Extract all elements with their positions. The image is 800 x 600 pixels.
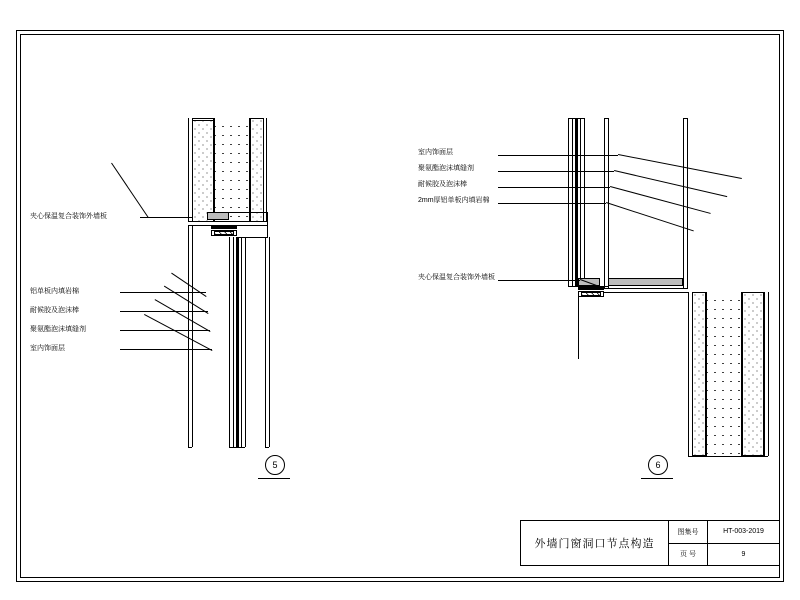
d6-head-line-2 <box>604 292 688 293</box>
interior-finish-lower-line <box>265 237 266 447</box>
interior-finish-lower-line-2 <box>269 237 270 447</box>
d6-right-edge-line <box>683 118 684 288</box>
sandwich-panel-rockwool-core <box>192 118 214 222</box>
wall-outer-face-line <box>188 118 189 222</box>
cut-line-bottom-left <box>188 447 192 448</box>
detail-6-label-5: 夹心保温复合装饰外墙板 <box>418 274 495 281</box>
inner-rockwool-strip <box>250 118 264 222</box>
cut-line-bottom-right <box>265 447 269 448</box>
mullion-left-line <box>229 237 230 447</box>
leader-5-horizontal <box>120 349 212 350</box>
detail-6-label-4: 2mm厚铝单板内填岩棉 <box>418 197 490 204</box>
sealant-backer-rod-block <box>207 212 229 220</box>
frame-top-line <box>229 212 267 213</box>
insulation-zigzag-band <box>214 118 250 222</box>
d6-leader-3-horizontal <box>498 187 610 188</box>
d6-inner-rockwool-strip <box>692 292 706 456</box>
d6-leader-5-horizontal <box>498 280 580 281</box>
d6-right-edge-line-2 <box>687 118 688 288</box>
d6-sandwich-rockwool-core <box>742 292 764 456</box>
d6-cut-line-top-2 <box>604 118 608 119</box>
d6-wall-outer-line-2 <box>768 292 769 456</box>
d6-insulation-zigzag-band <box>706 292 742 456</box>
mullion-core-black <box>236 237 239 447</box>
detail-6-label-3: 耐候胶及泡沫棒 <box>418 181 467 188</box>
d6-insulation-band <box>608 278 683 286</box>
frame-right-edge <box>267 212 268 238</box>
atlas-number-key: 图集号 <box>669 521 708 543</box>
d6-mullion-left-line <box>568 118 569 286</box>
sheet-inner-border <box>20 34 780 578</box>
title-block <box>520 520 780 566</box>
foam-sealant-bar <box>211 226 237 229</box>
detail-5-label-5: 室内饰面层 <box>30 345 65 352</box>
page-number-key: 页 号 <box>669 544 708 566</box>
pocket-hatch <box>214 231 234 235</box>
cut-line-bottom-mullion <box>229 447 245 448</box>
leader-4-horizontal <box>120 330 210 331</box>
d6-wall-outer-line <box>764 292 765 456</box>
d6-leader-2-horizontal <box>498 171 614 172</box>
atlas-number-row <box>669 521 779 544</box>
d6-leader-4-horizontal <box>498 203 606 204</box>
page-number-row <box>669 544 779 566</box>
d6-mullion-left-line-2 <box>572 118 573 286</box>
d6-cut-line-bottom <box>688 456 768 457</box>
page-number-value: 9 <box>741 550 746 558</box>
opening-head-line <box>188 221 268 222</box>
detail-5-label-2: 铝单板内填岩棉 <box>30 288 79 295</box>
detail-5-tag-underline <box>258 478 290 479</box>
leader-2-horizontal <box>120 292 206 293</box>
d6-mullion-right-line-2 <box>584 118 585 286</box>
mullion-right-line-2 <box>245 237 246 447</box>
detail-5-label-3: 耐候胶及泡沫棒 <box>30 307 79 314</box>
d6-mullion-core-black <box>575 118 578 286</box>
d6-lower-left-line <box>578 297 579 359</box>
drawing-title: 外墙门窗洞口节点构造 <box>521 521 669 565</box>
detail-6-label-2: 聚氨酯泡沫填缝剂 <box>418 165 474 172</box>
detail-5-tag: 5 <box>265 455 285 475</box>
atlas-number-value: HT-003-2019 <box>723 528 764 536</box>
d6-cut-line-top-3 <box>683 118 687 119</box>
leader-3-horizontal <box>120 311 208 312</box>
title-block-right <box>669 521 779 565</box>
detail-5-label-1: 夹心保温复合装饰外墙板 <box>30 213 107 220</box>
detail-6-tag: 6 <box>648 455 668 475</box>
d6-mullion-right-line <box>580 118 581 286</box>
mullion-right-line <box>241 237 242 447</box>
d6-cut-line-top <box>568 118 584 119</box>
mullion-left-line-2 <box>233 237 234 447</box>
d6-leader-1-horizontal <box>498 155 618 156</box>
detail-6-tag-underline <box>641 478 673 479</box>
exterior-line-lower <box>188 225 189 447</box>
d6-interior-finish-line <box>688 292 689 456</box>
detail-5-label-4: 聚氨酯泡沫填缝剂 <box>30 326 86 333</box>
leader-1-tick <box>192 120 214 121</box>
exterior-line-lower-2 <box>192 225 193 447</box>
d6-pocket-hatch <box>581 292 601 296</box>
d6-head-line <box>604 288 688 289</box>
detail-6-label-1: 室内饰面层 <box>418 149 453 156</box>
interior-finish-line <box>266 118 267 222</box>
